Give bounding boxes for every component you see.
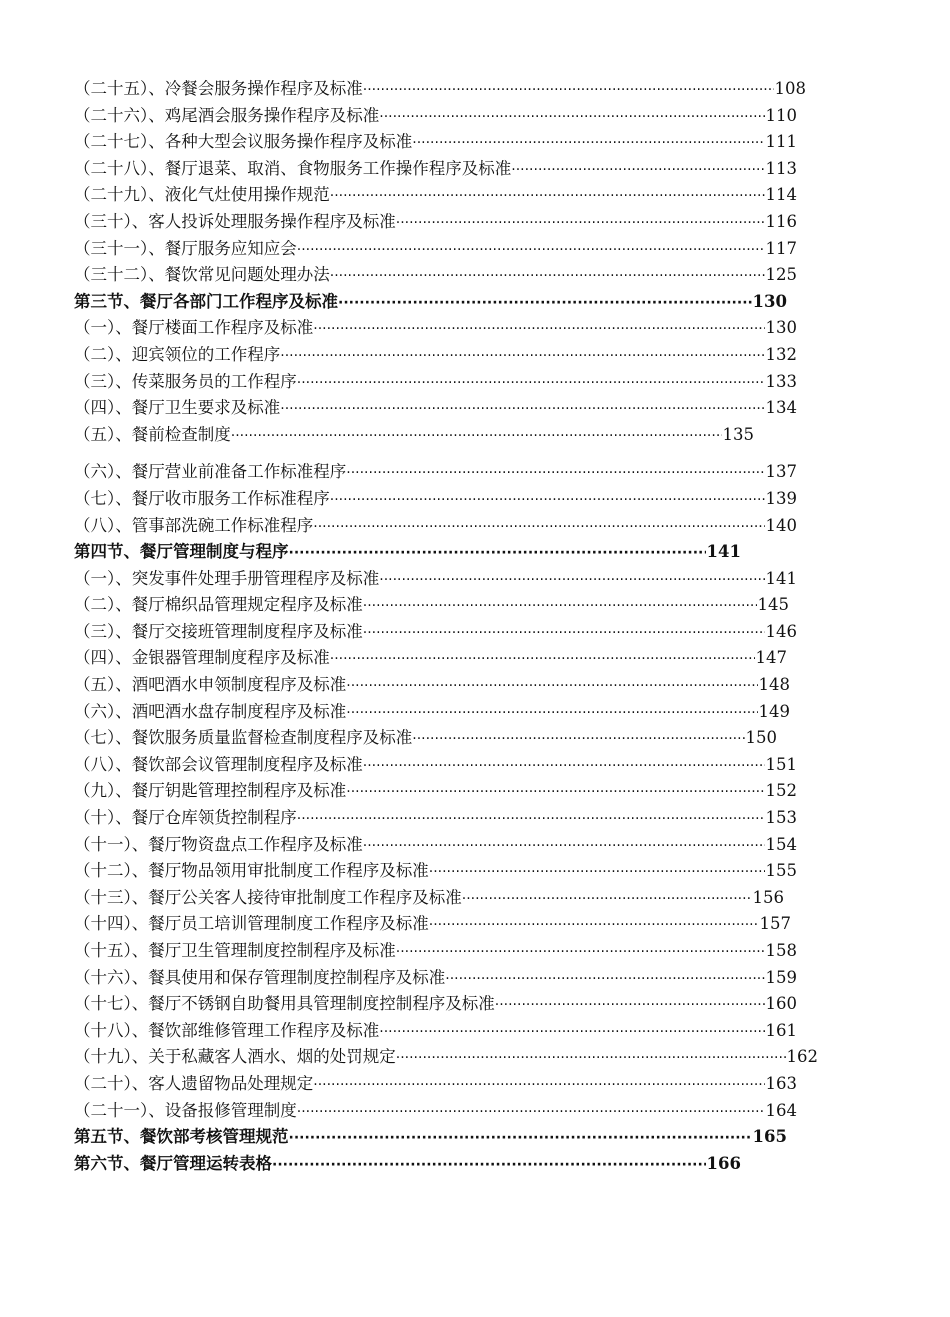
- toc-entry-title: 第五节、餐饮部考核管理规范: [74, 1127, 289, 1147]
- toc-page-number: 117: [765, 238, 797, 258]
- toc-entry-title: （一）、突发事件处理手册管理程序及标准: [74, 568, 380, 588]
- toc-page-number: 132: [765, 344, 797, 364]
- toc-entry-title: （九）、餐厅钥匙管理控制程序及标准: [74, 781, 347, 801]
- toc-entry-title: （十八）、餐饮部维修管理工作程序及标准: [74, 1020, 380, 1040]
- toc-entry-title: （三十）、客人投诉处理服务操作程序及标准: [74, 211, 396, 231]
- dot-leader: [379, 1018, 764, 1045]
- toc-entry-title: （二）、迎宾领位的工作程序: [74, 344, 281, 364]
- dot-leader: [412, 129, 764, 156]
- toc-entry[interactable]: [74, 262, 797, 289]
- toc-page-number: 148: [758, 675, 790, 695]
- toc-entry[interactable]: [74, 315, 797, 342]
- dot-leader: [330, 645, 755, 672]
- dot-leader: [330, 486, 765, 513]
- toc-entry-title: （十一）、餐厅物资盘点工作程序及标准: [74, 834, 363, 854]
- toc-entry[interactable]: [74, 645, 787, 672]
- toc-entry-title: （二十五）、冷餐会服务操作程序及标准: [74, 79, 363, 98]
- dot-leader: [346, 459, 764, 486]
- dot-leader: [297, 1098, 765, 1125]
- toc-entry-title: （二十七）、各种大型会议服务操作程序及标准: [74, 132, 413, 152]
- dot-leader: [363, 832, 765, 859]
- dot-leader: [338, 289, 752, 316]
- toc-page-number: 152: [765, 781, 797, 801]
- toc-entry-title: （五）、酒吧酒水申领制度程序及标准: [74, 675, 347, 695]
- toc-entry[interactable]: [74, 459, 797, 486]
- toc-page-number: 139: [765, 488, 797, 508]
- toc-page-number: 133: [765, 371, 797, 391]
- toc-entry-title: （十七）、餐厅不锈钢自助餐用具管理制度控制程序及标准: [74, 994, 495, 1014]
- dot-leader: [272, 1151, 706, 1178]
- toc-page-number: 155: [765, 861, 797, 881]
- toc-page-number: 150: [745, 728, 777, 748]
- toc-entry[interactable]: [74, 965, 797, 992]
- toc-entry-title: （十二）、餐厅物品领用审批制度工作程序及标准: [74, 861, 429, 881]
- dot-leader: [313, 513, 764, 540]
- toc-page-number: 135: [722, 424, 754, 444]
- dot-leader: [363, 752, 765, 779]
- dot-leader: [379, 103, 764, 130]
- toc-page-number: 141: [765, 568, 797, 588]
- toc-page-number: 158: [765, 941, 797, 960]
- toc-entry[interactable]: [74, 832, 797, 859]
- toc-entry-title: （七）、餐厅收市服务工作标准程序: [74, 488, 330, 508]
- toc-entry-title: （四）、金银器管理制度程序及标准: [74, 648, 330, 668]
- toc-entry[interactable]: [74, 778, 797, 805]
- toc-entry-title: （二）、餐厅棉织品管理规定程序及标准: [74, 595, 363, 615]
- dot-leader: [429, 858, 765, 885]
- toc-entry[interactable]: [74, 129, 797, 156]
- toc-entry[interactable]: [74, 885, 784, 912]
- toc-entry-title: （二十）、客人遗留物品处理规定: [74, 1073, 314, 1093]
- toc-page-number: 164: [765, 1100, 797, 1120]
- toc-page-number: 137: [765, 462, 797, 482]
- toc-entry-title: （十四）、餐厅员工培训管理制度工作程序及标准: [74, 914, 429, 934]
- toc-page-number: 154: [765, 834, 797, 854]
- toc-page-number: 116: [765, 211, 797, 231]
- toc-entry[interactable]: [74, 699, 790, 726]
- toc-entry-title: （二十六）、鸡尾酒会服务操作程序及标准: [74, 105, 380, 125]
- toc-entry[interactable]: [74, 805, 797, 832]
- toc-section-heading[interactable]: [74, 289, 787, 316]
- toc-page-number: 111: [765, 132, 797, 152]
- toc-entry[interactable]: [74, 486, 797, 513]
- toc-page-number: 141: [706, 542, 741, 562]
- toc-entry-title: （二十一）、设备报修管理制度: [74, 1100, 297, 1120]
- toc-page-number: 163: [765, 1073, 797, 1093]
- toc-section-heading[interactable]: [74, 1124, 787, 1151]
- dot-leader: [289, 1124, 752, 1151]
- dot-leader: [429, 911, 759, 938]
- dot-leader: [313, 315, 764, 342]
- dot-leader: [346, 672, 757, 699]
- toc-entry[interactable]: [74, 1071, 797, 1098]
- toc-section-heading[interactable]: [74, 1151, 741, 1178]
- dot-leader: [346, 778, 764, 805]
- toc-entry[interactable]: [74, 938, 797, 965]
- dot-leader: [462, 885, 752, 912]
- toc-page-number: 147: [755, 648, 787, 668]
- toc-entry[interactable]: [74, 369, 797, 396]
- dot-leader: [346, 699, 757, 726]
- dot-leader: [297, 805, 765, 832]
- toc-page-number: 140: [765, 515, 797, 535]
- toc-entry-title: （二十八）、餐厅退菜、取消、食物服务工作操作程序及标准: [74, 158, 512, 178]
- toc-entry-title: （十三）、餐厅公关客人接待审批制度工作程序及标准: [74, 887, 462, 907]
- toc-entry-title: 第六节、餐厅管理运转表格: [74, 1153, 272, 1173]
- toc-entry[interactable]: [74, 236, 797, 263]
- table-of-contents: [74, 76, 834, 1177]
- toc-page-number: 125: [765, 265, 797, 285]
- toc-entry-title: （十五）、餐厅卫生管理制度控制程序及标准: [74, 941, 396, 960]
- toc-page-number: 166: [706, 1153, 741, 1173]
- toc-entry[interactable]: [74, 103, 797, 130]
- toc-page-number: 108: [774, 79, 806, 98]
- dot-leader: [313, 1071, 764, 1098]
- toc-page-number: 130: [765, 318, 797, 338]
- toc-entry[interactable]: [74, 513, 797, 540]
- toc-entry-title: 第四节、餐厅管理制度与程序: [74, 542, 289, 562]
- toc-page-number: 165: [752, 1127, 787, 1147]
- toc-entry[interactable]: [74, 566, 797, 593]
- toc-page-number: 149: [758, 701, 790, 721]
- toc-entry-title: （五）、餐前检查制度: [74, 424, 231, 444]
- toc-entry[interactable]: [74, 752, 797, 779]
- dot-leader: [511, 156, 764, 183]
- toc-entry[interactable]: [74, 395, 797, 422]
- toc-page-number: 153: [765, 808, 797, 828]
- dot-leader: [297, 369, 765, 396]
- dot-leader: [289, 539, 706, 566]
- toc-entry-title: （八）、管事部洗碗工作标准程序: [74, 515, 314, 535]
- toc-entry[interactable]: [74, 156, 797, 183]
- toc-entry[interactable]: [74, 592, 789, 619]
- toc-entry[interactable]: [74, 858, 797, 885]
- dot-leader: [495, 991, 765, 1018]
- toc-entry-title: （三十一）、餐厅服务应知应会: [74, 238, 297, 258]
- toc-entry[interactable]: [74, 619, 797, 646]
- toc-entry[interactable]: [74, 422, 754, 449]
- toc-entry[interactable]: [74, 672, 790, 699]
- toc-entry-title: （三）、传菜服务员的工作程序: [74, 371, 297, 391]
- dot-leader: [330, 182, 765, 209]
- dot-leader: [363, 619, 765, 646]
- toc-entry[interactable]: [74, 911, 791, 938]
- toc-section-heading[interactable]: [74, 539, 741, 566]
- toc-entry-title: （八）、餐饮部会议管理制度程序及标准: [74, 754, 363, 774]
- toc-entry-title: （四）、餐厅卫生要求及标准: [74, 398, 281, 418]
- toc-entry-title: （二十九）、液化气灶使用操作规范: [74, 185, 330, 205]
- toc-entry-title: （七）、餐饮服务质量监督检查制度程序及标准: [74, 728, 413, 748]
- toc-page-number: 162: [786, 1047, 818, 1067]
- toc-entry-title: 第三节、餐厅各部门工作程序及标准: [74, 291, 338, 311]
- toc-entry[interactable]: [74, 1018, 797, 1045]
- toc-entry[interactable]: [74, 182, 797, 209]
- toc-entry[interactable]: [74, 991, 797, 1018]
- toc-entry-title: （十九）、关于私藏客人酒水、烟的处罚规定: [74, 1047, 396, 1067]
- toc-entry[interactable]: [74, 342, 797, 369]
- dot-leader: [445, 965, 764, 992]
- toc-page-number: 113: [765, 158, 797, 178]
- toc-entry-title: （六）、酒吧酒水盘存制度程序及标准: [74, 701, 347, 721]
- dot-leader: [396, 1044, 786, 1071]
- dot-leader: [330, 262, 765, 289]
- toc-entry[interactable]: [74, 1044, 818, 1071]
- toc-page-number: 130: [752, 291, 787, 311]
- toc-entry[interactable]: [74, 76, 806, 103]
- dot-leader: [280, 342, 764, 369]
- dot-leader: [412, 725, 744, 752]
- toc-page-number: 145: [757, 595, 789, 615]
- toc-page-number: 114: [765, 185, 797, 205]
- toc-page-number: 157: [759, 914, 791, 934]
- toc-entry-title: （三）、餐厅交接班管理制度程序及标准: [74, 621, 363, 641]
- toc-entry[interactable]: [74, 209, 797, 236]
- dot-leader: [363, 592, 757, 619]
- dot-leader: [280, 395, 764, 422]
- dot-leader: [396, 209, 765, 236]
- toc-page-number: 159: [765, 967, 797, 987]
- toc-page-number: 110: [765, 105, 797, 125]
- toc-page-number: 160: [765, 994, 797, 1014]
- toc-entry-title: （十）、餐厅仓库领货控制程序: [74, 808, 297, 828]
- toc-page-number: 156: [752, 887, 784, 907]
- toc-page-number: 161: [765, 1020, 797, 1040]
- dot-leader: [297, 236, 765, 263]
- dot-leader: [231, 422, 722, 449]
- toc-entry-title: （六）、餐厅营业前准备工作标准程序: [74, 462, 347, 482]
- dot-leader: [396, 938, 765, 965]
- dot-leader: [379, 566, 764, 593]
- toc-entry[interactable]: [74, 1098, 797, 1125]
- toc-entry-title: （十六）、餐具使用和保存管理制度控制程序及标准: [74, 967, 446, 987]
- toc-entry-title: （三十二）、餐饮常见问题处理办法: [74, 265, 330, 285]
- toc-page-number: 151: [765, 754, 797, 774]
- toc-page-number: 134: [765, 398, 797, 418]
- toc-entry-title: （一）、餐厅楼面工作程序及标准: [74, 318, 314, 338]
- dot-leader: [363, 76, 774, 103]
- toc-entry[interactable]: [74, 725, 777, 752]
- toc-page-number: 146: [765, 621, 797, 641]
